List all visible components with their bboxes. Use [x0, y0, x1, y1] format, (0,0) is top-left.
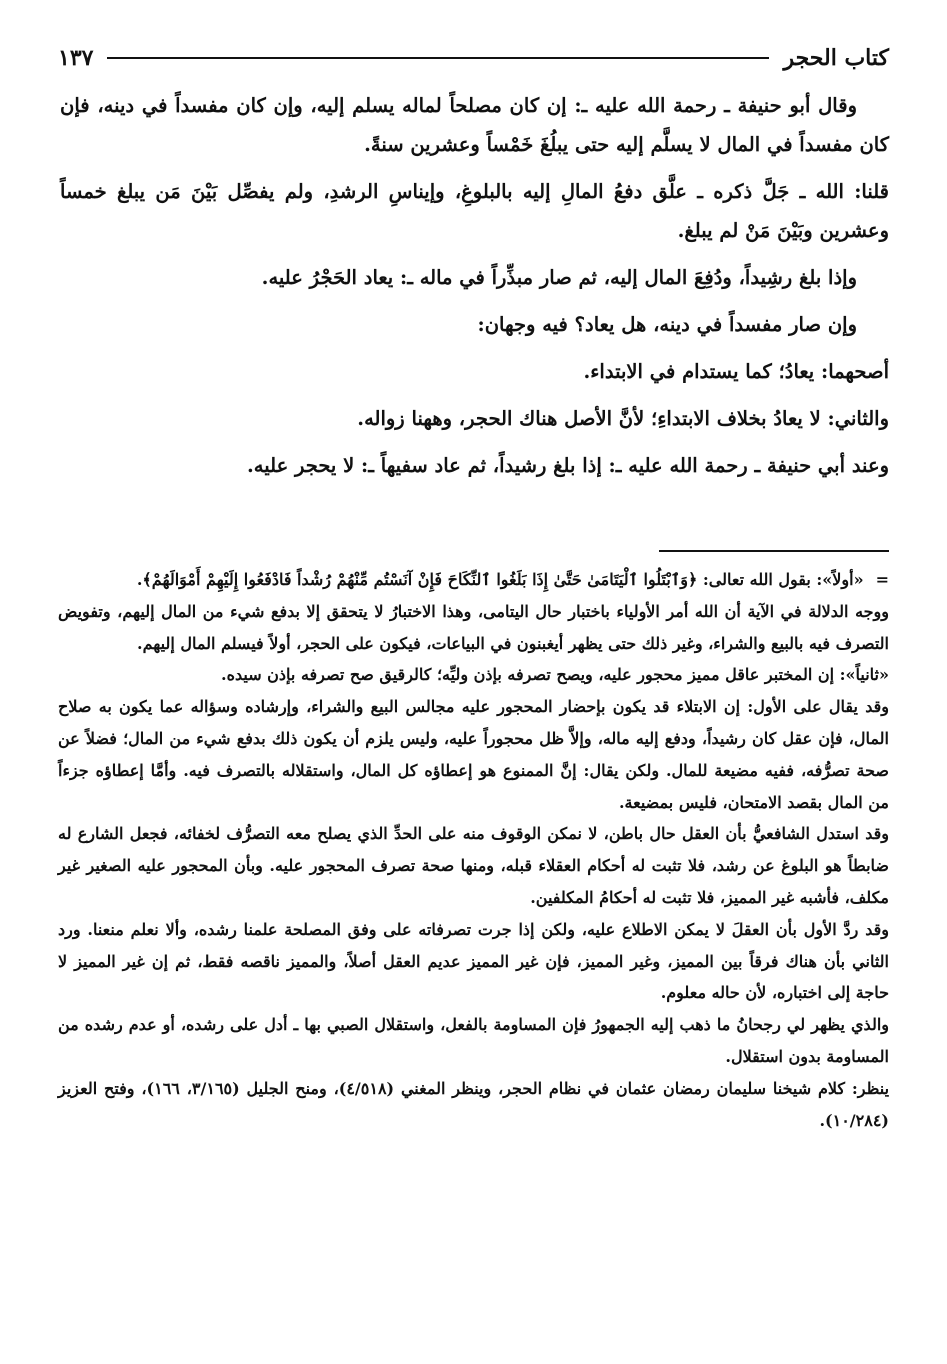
- footnote-rule: [659, 550, 889, 552]
- continuation-mark: =: [875, 570, 889, 589]
- running-header: [58, 38, 889, 78]
- footnote-paragraph: والذي يظهر لي رجحانُ ما ذهب إليه الجمهورُ فإن المساومة بالفعل، واستقلال الصبي بها ـ أدل على رشده، أو عدم رشده من المساومة بدون استقلال.: [58, 1015, 889, 1066]
- header-rule: [107, 57, 769, 59]
- footnote-text: «أولاً»: بقول الله تعالى: ﴿وَٱبْتَلُوا ٱلْيَتَامَىٰ حَتَّىٰ إِذَا بَلَغُوا ٱلنِّكَاحَ فَإِنْ آنَسْتُم مِّنْهُمْ رُشْداً فَادْفَعُوا إِلَيْهِمْ أَمْوَالَهُمْ﴾.: [136, 570, 864, 589]
- footnote-paragraph: «ثانياً»: إن المختبر عاقل مميز محجور عليه، ويصح تصرفه بإذن وليِّه؛ كالرقيق صح تصرفه بإذن سيده.: [221, 665, 889, 685]
- main-paragraph: وإن صار مفسداً في دينه، هل يعاد؟ فيه وجهان:: [477, 313, 857, 336]
- chapter-title: كتاب الحجر: [783, 45, 889, 71]
- main-text: [60, 86, 889, 493]
- footnote-paragraph: وقد يقال على الأول: إن الابتلاء قد يكون بإحضار المحجور عليه مجالس البيع والشراء، وإرشاده وسؤاله عما يكون به صلاح المال، فإن عقل كان رشيداً، ودفع إليه ماله، وإلاَّ ظل محجوراً عليه، وليس يلزم أن يكون ذلك بدفع شيء من المال؛ فضلاً عن صحة تصرُّفه، ففيه مضيعة للمال. ولكن يقال: إنَّ الممنوع هو إعطاؤه كل المال، واستقلاله بالتصرف فيه. وأمَّا إعطاؤه جزءاً من المال بقصد الامتحان، فليس بمضيعة.: [58, 697, 889, 812]
- footnotes: [58, 564, 889, 1136]
- main-paragraph: وقال أبو حنيفة ـ رحمة الله عليه ـ: إن كان مصلحاً لماله يسلم إليه، وإن كان مفسداً في دينه، فإن كان مفسداً في المال لا يسلَّم إليه حتى يبلُغَ خَمْساً وعشرين سنةً.: [60, 94, 889, 156]
- main-paragraph: وعند أبي حنيفة ـ رحمة الله عليه ـ: إذا بلغ رشيداً، ثم عاد سفيهاً ـ: لا يحجر عليه.: [246, 454, 889, 477]
- footnote-paragraph: وقد ردَّ الأول بأن العقلَ لا يمكن الاطلاع عليه، ولكن إذا جرت تصرفاته على وفق المصلحة علمنا رشده، وألا نعلم منعنا. ورد الثاني بأن هناك فرقاً بين المميز، وغير المميز، فإن غير المميز عديم العقل أصلاً، والمميز ناقصه فقط، ثم إن غير المميز لا حاجة إلى اختباره، لأن حاله معلوم.: [58, 919, 890, 1003]
- main-paragraph: أصحهما: يعادُ؛ كما يستدام في الابتداء.: [583, 360, 889, 383]
- footnote-paragraph: وقد استدل الشافعيُّ بأن العقل حال باطن، لا نمكن الوقوف منه على الحدِّ الذي يصلح معه التصرُّف لخفائه، فجعل الشارع له ضابطاً هو البلوغ عن رشد، فلا تثبت له أحكام العقلاء قبله، ومنها صحة تصرف المحجور عليه. وبأن المحجور عليه الصغير غير مكلف، فأشبه غير المميز، فلا تثبت له أحكامُ المكلفين.: [58, 824, 889, 907]
- main-paragraph: والثاني: لا يعادُ بخلاف الابتداءِ؛ لأنَّ الأصل هناك الحجر، وههنا زواله.: [357, 407, 889, 430]
- footnote-paragraph: ووجه الدلالة في الآية أن الله أمر الأولياء باختبار حال اليتامى، وهذا الاختبارُ لا يتحقق إلا بدفع شيء من المال إليهم، وتفويض التصرف فيه بالبيع والشراء، وغير ذلك حتى يظهر أيغبنون في البياعات، فيكون على الحجر، أولاً فيسلم المال إليهم.: [58, 601, 890, 653]
- footnote-paragraph: ينظر: كلام شيخنا سليمان رمضان عثمان في نظام الحجر، وينظر المغني (٤/٥١٨)، ومنح الجليل (٣/١٦٥، ١٦٦)، وفتح العزيز (١٠/٢٨٤).: [58, 1078, 890, 1130]
- page-number: ١٣٧: [58, 45, 94, 71]
- main-paragraph: قلنا: الله ـ جَلَّ ذكره ـ علَّق دفعُ المالِ إليه بالبلوغِ، وإيناسِ الرشدِ، ولم يفصِّل بَيْنَ مَن يبلغ خمساً وعشرين وبَيْنَ مَنْ لم يبلغ.: [60, 180, 889, 242]
- main-paragraph: وإذا بلغ رشِيداً، ودُفِعَ المال إليه، ثم صار مبذِّراً في ماله ـ: يعاد الحَجْرُ عليه.: [261, 266, 857, 289]
- footnote-paragraph: [58, 564, 889, 596]
